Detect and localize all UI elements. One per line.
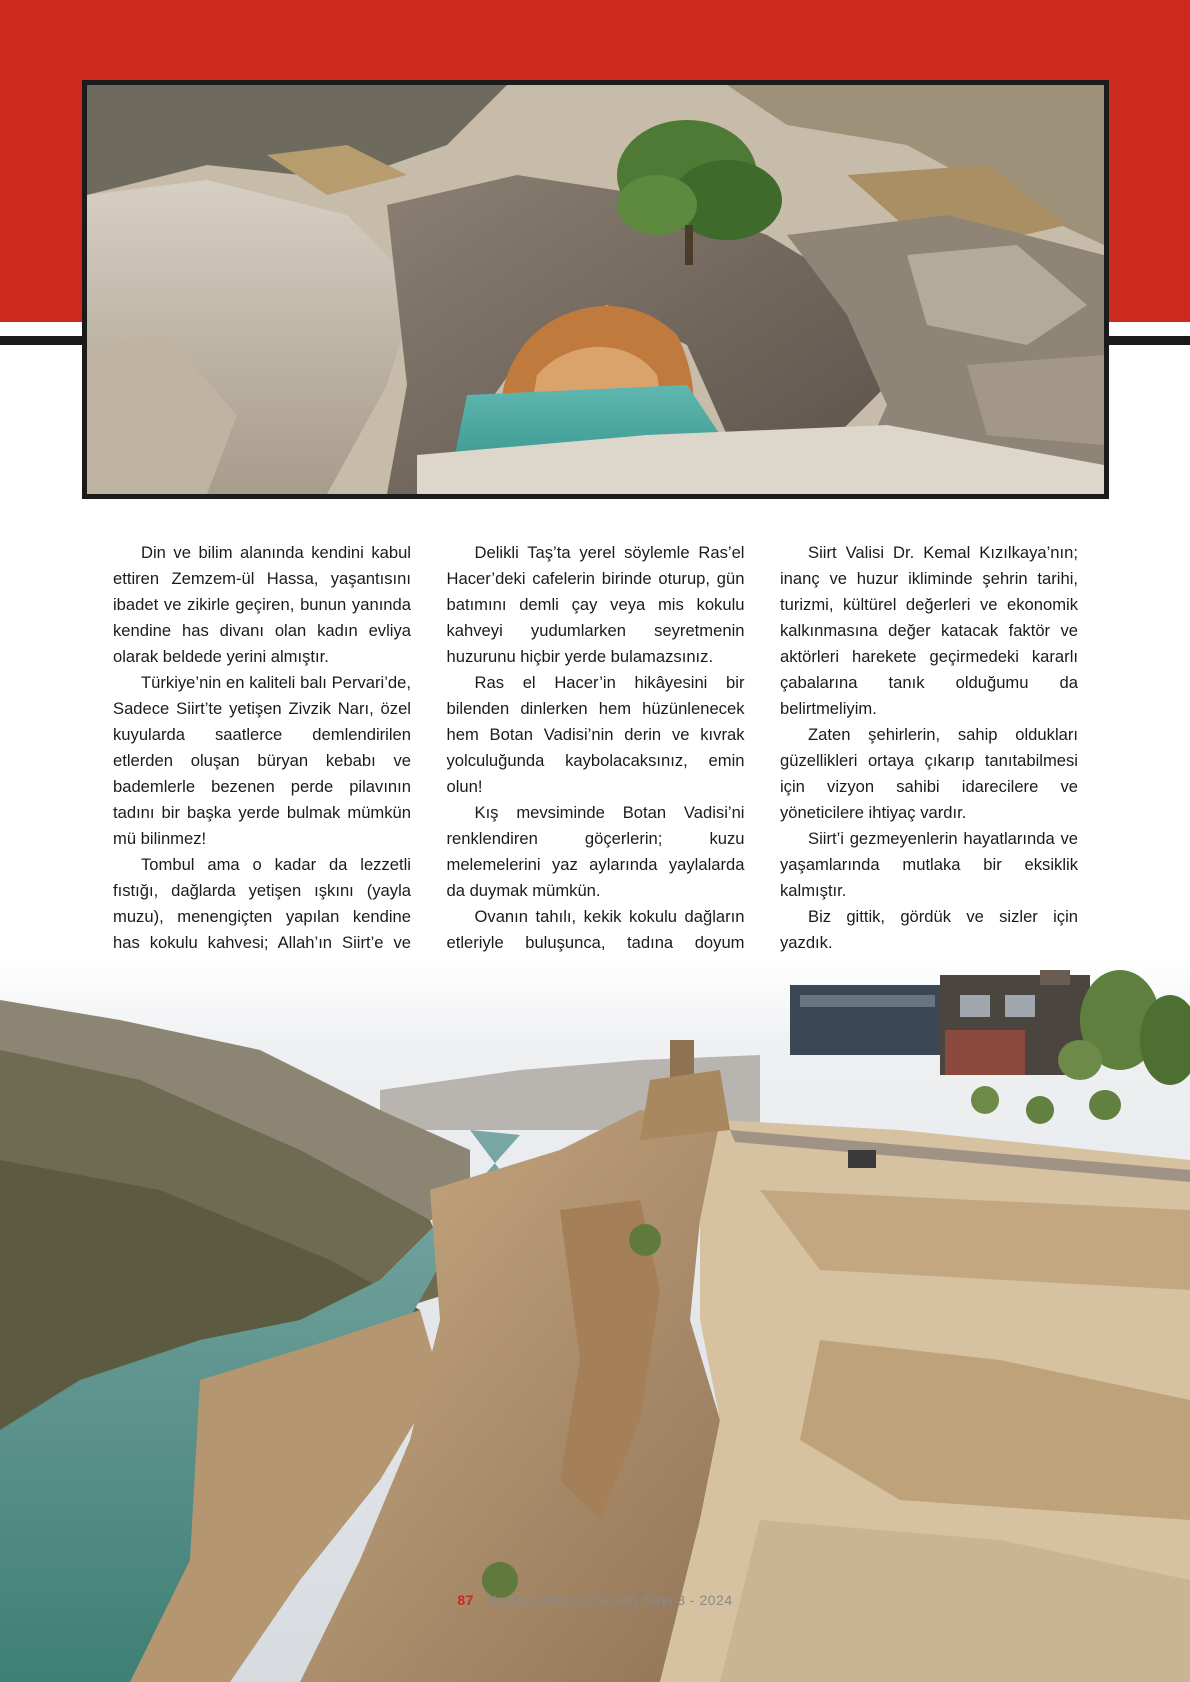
paragraph: Siirt’i gezmeyenlerin hayatlarında ve yaşamlarında mutlaka bir eksiklik kalmıştır.: [780, 829, 1078, 900]
paragraph: Siirt Valisi Dr. Kemal Kızılkaya’nın; inanç ve huzur ikliminde şehrin tarihi, turizmi, kültürel değerleri ve ekonomik kalkınmasına değer katacak faktör ve aktörleri harekete geçirmedeki kararlı çabalarına tanık olduğumu da belirtmeliyim.: [780, 543, 1078, 718]
article-body: [113, 540, 1078, 1020]
footer-separator: -: [689, 1592, 696, 1608]
paragraph: Biz gittik, gördük ve sizler için yazdık.: [780, 907, 1078, 952]
footer-separator: -: [478, 1592, 484, 1608]
botan-valley-illustration: [0, 960, 1190, 1682]
publication-year: 2024: [699, 1592, 733, 1608]
paragraph: Ovanın tahılı, kekik kokulu dağların etleriyle buluşunca, tadına doyum: [446, 907, 745, 952]
publication-name: Kudraj Dergisi | Bülten Sayı 3: [487, 1592, 686, 1608]
paragraph: Delikli Taş’ta yerel söylemle Ras’el Hacer’deki cafelerin birinde oturup, gün batımını demli çay veya mis kokulu kahveyi yudumlarken seyretmenin huzurunu hiçbir yerde bulamazsınız.: [446, 543, 745, 666]
text-column-1: [113, 540, 411, 1020]
rock-arch-illustration: [87, 85, 1104, 494]
text-column-2: [447, 540, 745, 1020]
page-footer: [0, 1592, 1190, 1608]
bottom-photo-botan-valley: [0, 960, 1190, 1682]
top-photo-rock-arch: [82, 80, 1109, 499]
paragraph: Din ve bilim alanında kendini kabul ettiren Zemzem-ül Hassa, yaşantısını ibadet ve zikirle geçiren, bunun yanında kendine has divanı olan kadın evliya olarak beldede yerini almıştır.: [113, 543, 411, 666]
paragraph: Türkiye’nin en kaliteli balı Pervari’de, Sadece Siirt’te yetişen Zivzik Narı, özel kuyularda saatlerce demlendirilen etlerden oluşan büryan kebabı ve bademlerle bezenen perde pilavının tadını bir başka yerde bulmak mümkün mü bilinmez!: [113, 673, 411, 848]
paragraph: Kış mevsiminde Botan Vadisi’ni renklendiren göçerlerin; kuzu melemelerini yaz aylarında yaylalarda da duymak mümkün.: [446, 803, 745, 900]
page-number: 87: [457, 1592, 474, 1608]
paragraph: Tombul ama o kadar da lezzetli fıstığı, dağlarda yetişen ışkını (yayla muzu), menengiçten yapılan kendine has kokulu kahvesi; Allah’ın Siirt’e ve: [113, 855, 411, 952]
text-column-3: [780, 540, 1078, 1020]
paragraph: Ras el Hacer’in hikâyesini bir bilenden dinlerken hem hüzünlenecek hem Botan Vadisi’nin derin ve kıvrak yolculuğunda kaybolacaksınız, emin olun!: [446, 673, 745, 796]
paragraph: Zaten şehirlerin, sahip oldukları güzellikleri ortaya çıkarıp tanıtabilmesi için vizyon sahibi idarecilere ve yöneticilere ihtiyaç vardır.: [780, 725, 1078, 822]
